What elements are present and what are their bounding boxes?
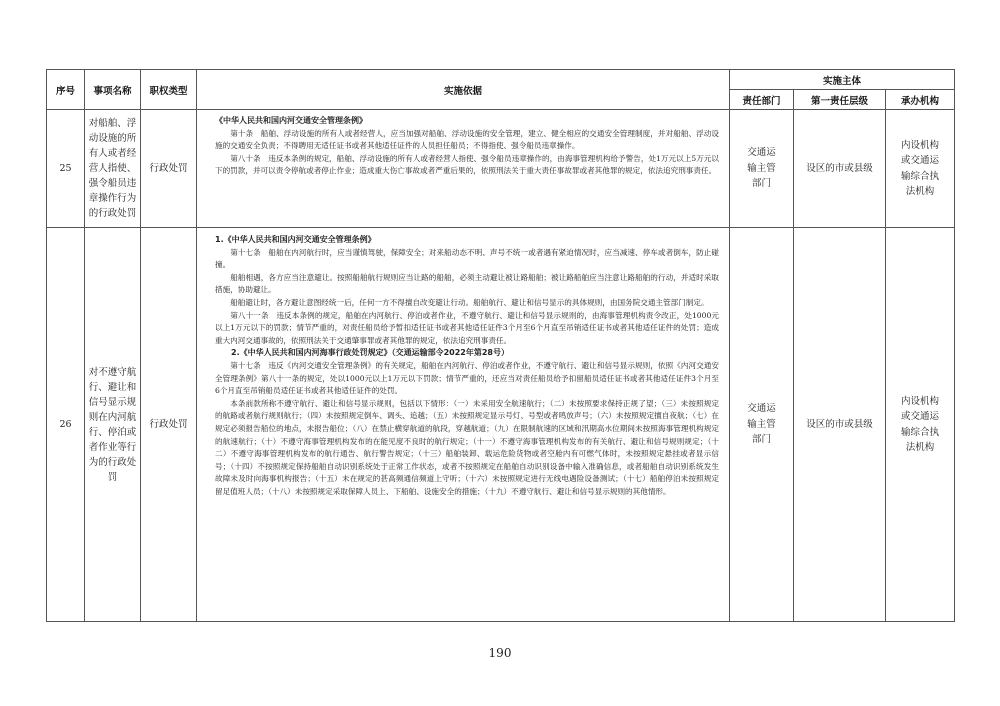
row-level: 设区的市或县级 — [794, 110, 886, 228]
row-dept: 交通运输主管部门 — [730, 110, 794, 228]
regulation-table — [46, 69, 955, 622]
basis-paragraph: 第八十一条 违反本条例的规定，船舶在内河航行、停泊或者作业，不遵守航行、避让和信号显示规则的，由海事管理机构责令改正，处1000元以上1万元以下的罚款；情节严重的，对责任船员给予暂扣适任证书或者其他适任证件3个月至6个月直至吊销适任证书或者其他适任证件的处罚；造成重大内河交通事故的，依照刑法关于交通肇事罪或者其他罪的规定，依法追究刑事责任。 — [215, 310, 719, 345]
table-row — [47, 228, 955, 622]
header-level: 第一责任层级 — [794, 90, 886, 110]
basis-paragraph: 第十七条 船舶在内河航行时，应当谨慎驾驶，保障安全；对来船动态不明、声号不统一或者遇有紧迫情况时，应当减速、停车或者倒车，防止碰撞。 — [215, 247, 719, 270]
row-seq: 26 — [47, 228, 85, 622]
header-basis: 实施依据 — [197, 70, 730, 110]
row-basis — [197, 228, 730, 622]
basis-paragraph: 船舶相遇，各方应当注意避让。按照船舶航行规则应当让路的船舶，必须主动避让被让路船舶；被让路船舶应当注意让路船舶的行动，并适时采取措施，协助避让。 — [215, 272, 719, 295]
page-number: 190 — [488, 646, 512, 660]
basis-title: 1.《中华人民共和国内河交通安全管理条例》 — [215, 235, 376, 244]
basis-paragraph: 船舶避让时，各方避让意图经统一后，任何一方不得擅自改变避让行动。船舶航行、避让和信号显示的具体规则，由国务院交通主管部门制定。 — [230, 297, 709, 307]
header-seq: 序号 — [47, 70, 85, 110]
row-type: 行政处罚 — [141, 110, 197, 228]
row-org: 内设机构或交通运输综合执法机构 — [886, 228, 955, 622]
header-org: 承办机构 — [886, 90, 955, 110]
header-type: 职权类型 — [141, 70, 197, 110]
basis-title: 《中华人民共和国内河交通安全管理条例》 — [215, 116, 367, 125]
table-row — [47, 110, 955, 228]
row-basis — [197, 110, 730, 228]
basis-paragraph: 本条前款所称不遵守航行、避让和信号显示规则，包括以下情形：（一）未采用安全航速航行；（二）未按照要求保持正规了望；（三）未按照规定的航路或者航行规则航行；（四）未按照规定倒车、调头、追越；（五）未按照规定显示号灯、号型或者鸣放声号；（六）未按照规定擅自夜航；（七）在规定必须报告船位的地点，未报告船位；（八）在禁止横穿航道的航段，穿越航道；（九）在限制航速的区域和汛期高水位期间未按照海事管理机构规定的航速航行；（十）不遵守海事管理机构发布的在能见度不良时的航行规定；（十一）不遵守海事管理机构发布的有关航行、避让和信号规则规定；（十二）不遵守海事管理机构发布的航行通告、航行警告规定；（十三）船舶装卸、载运危险货物或者空舱内有可燃气体时，未按照规定悬挂或者显示信号；（十四）不按照规定保持船舶自动识别系统处于正常工作状态，或者不按照规定在船舶自动识别设备中输入准确信息，或者船舶自动识别系统发生故障未及时向海事机构报告；（十五）未在规定的甚高频通信频道上守听；（十六）未按照规定进行无线电遇险设备测试；（十七）船舶停泊未按照规定留足值班人员；（十八）未按照规定采取保障人员上、下船舶、设施安全的措施；（十九）不遵守航行、避让和信号显示规则的其他情形。 — [215, 398, 719, 496]
row-level: 设区的市或县级 — [794, 228, 886, 622]
header-dept: 责任部门 — [730, 90, 794, 110]
row-item-name: 对船舶、浮动设施的所有人或者经营人指使、强令船员违章操作行为的行政处罚 — [85, 110, 141, 228]
row-dept: 交通运输主管部门 — [730, 228, 794, 622]
basis-paragraph: 第十条 船舶、浮动设施的所有人或者经营人，应当加强对船舶、浮动设施的安全管理，建立、健全相应的交通安全管理制度，并对船舶、浮动设施的交通安全负责；不得聘用无适任证书或者其他适任证件的人员担任船员；不得指使、强令船员违章操作。 — [215, 128, 719, 151]
header-item: 事项名称 — [85, 70, 141, 110]
basis-paragraph: 第十七条 违反《内河交通安全管理条例》的有关规定，船舶在内河航行、停泊或者作业，不遵守航行、避让和信号显示规则，依照《内河交通安全管理条例》第八十一条的规定，处以1000元以上1万元以下罚款；情节严重的，还应当对责任船员给予扣留船员适任证书或者其他适任证件3个月至6个月直至吊销船员适任证书或者其他适任证件的处罚。 — [215, 360, 719, 396]
basis-title: 2.《中华人民共和国内河海事行政处罚规定》（交通运输部令2022年第28号） — [231, 348, 510, 358]
row-item-name: 对不遵守航行、避让和信号显示规则在内河航行、停泊或者作业等行为的行政处罚 — [85, 228, 141, 622]
header-subject: 实施主体 — [730, 70, 955, 90]
row-org: 内设机构或交通运输综合执法机构 — [886, 110, 955, 228]
row-type: 行政处罚 — [141, 228, 197, 622]
row-seq: 25 — [47, 110, 85, 228]
basis-paragraph: 第八十条 违反本条例的规定，船舶、浮动设施的所有人或者经营人指使、强令船员违章操作的，由海事管理机构给予警告，处1万元以上5万元以下的罚款，并可以责令停航或者停止作业；造成重大伤亡事故或者严重后果的，依照刑法关于重大责任事故罪或者其他罪的规定，依法追究刑事责任。 — [215, 153, 719, 176]
